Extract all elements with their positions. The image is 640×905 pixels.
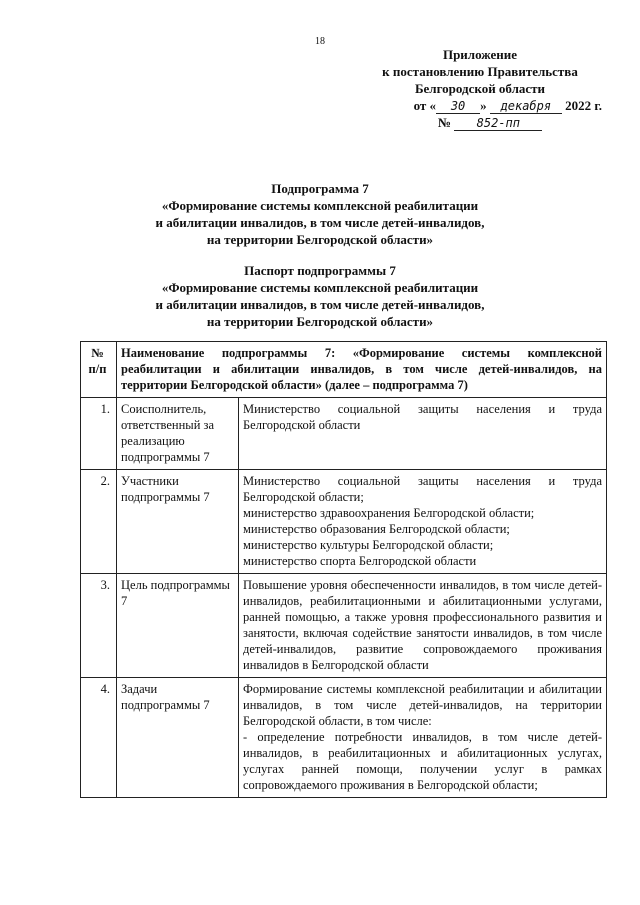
title-line-2: «Формирование системы комплексной реабилитации <box>161 198 479 213</box>
passport-line-3: и абилитации инвалидов, в том числе детей-инвалидов, <box>155 297 485 312</box>
title-line-4: на территории Белгородской области» <box>206 232 434 247</box>
desc-line: Министерство социальной защиты населения и труда Белгородской области <box>243 402 602 432</box>
desc-line: Повышение уровня обеспеченности инвалидов, в том числе детей-инвалидов, реабилитационными и абилитационными услугами, ранней помощью, а также уровня профессионального развития и занятости, включая содействие занятости инвалидов, в том числе детей-инвалидов, развитие сопровождаемого проживания инвалидов в Белгородской области <box>243 578 602 672</box>
appendix-block <box>354 46 606 131</box>
passport-line-2: «Формирование системы комплексной реабилитации <box>161 280 479 295</box>
desc-line: министерство спорта Белгородской области <box>243 554 477 568</box>
date-year: 2022 г. <box>565 98 602 113</box>
row-desc <box>239 678 607 798</box>
title-line-1: Подпрограмма 7 <box>271 181 369 196</box>
row-num: 1. <box>81 398 117 470</box>
row-name: Соисполнитель, ответственный за реализацию подпрограммы 7 <box>117 398 239 470</box>
table-row <box>81 574 607 678</box>
row-name: Задачи подпрограммы 7 <box>117 678 239 798</box>
row-num: 2. <box>81 470 117 574</box>
table-row <box>81 398 607 470</box>
desc-line: министерство образования Белгородской области; <box>243 522 510 536</box>
passport-line-4: на территории Белгородской области» <box>206 314 434 329</box>
passport-table <box>80 341 607 798</box>
appendix-line-3: Белгородской области <box>414 81 546 96</box>
table-row <box>81 678 607 798</box>
date-prefix: от « <box>413 98 437 113</box>
header-num: № п/п <box>81 342 117 398</box>
number-prefix: № <box>438 115 452 130</box>
desc-line: министерство культуры Белгородской области; <box>243 538 494 552</box>
page-number: 18 <box>315 36 325 47</box>
header-text: Наименование подпрограммы 7: «Формирование системы комплексной реабилитации и абилитации инвалидов, в том числе детей-инвалидов, на территории Белгородской области» (далее – подпрограмма 7) <box>117 342 607 398</box>
desc-line: Министерство социальной защиты населения и труда Белгородской области; <box>243 474 602 504</box>
row-name: Цель подпрограммы 7 <box>117 574 239 678</box>
date-day: 30 <box>436 99 480 114</box>
number-value: 852-пп <box>454 116 542 131</box>
appendix-date <box>354 97 606 114</box>
table-header-row <box>81 342 607 398</box>
date-mid: » <box>480 98 487 113</box>
row-desc <box>239 470 607 574</box>
subprogram-title <box>0 180 640 248</box>
appendix-line-1: Приложение <box>442 47 518 62</box>
appendix-number <box>354 114 606 131</box>
row-num: 4. <box>81 678 117 798</box>
desc-line: - определение потребности инвалидов, в том числе детей-инвалидов, в реабилитационных и абилитационных услугах, услугах ранней помощи, получении услуг в рамках сопровождаемого проживания в Белгородской области; <box>243 730 602 792</box>
table-row <box>81 470 607 574</box>
passport-title <box>0 262 640 330</box>
row-num: 3. <box>81 574 117 678</box>
row-desc <box>239 398 607 470</box>
desc-line: Формирование системы комплексной реабилитации и абилитации инвалидов, в том числе детей-инвалидов, на территории Белгородской области, в том числе: <box>243 682 602 728</box>
row-name: Участники подпрограммы 7 <box>117 470 239 574</box>
appendix-line-2: к постановлению Правительства <box>382 64 578 79</box>
passport-line-1: Паспорт подпрограммы 7 <box>244 263 396 278</box>
date-month: декабря <box>490 99 562 114</box>
desc-line: министерство здравоохранения Белгородской области; <box>243 506 535 520</box>
row-desc <box>239 574 607 678</box>
title-line-3: и абилитации инвалидов, в том числе детей-инвалидов, <box>155 215 485 230</box>
